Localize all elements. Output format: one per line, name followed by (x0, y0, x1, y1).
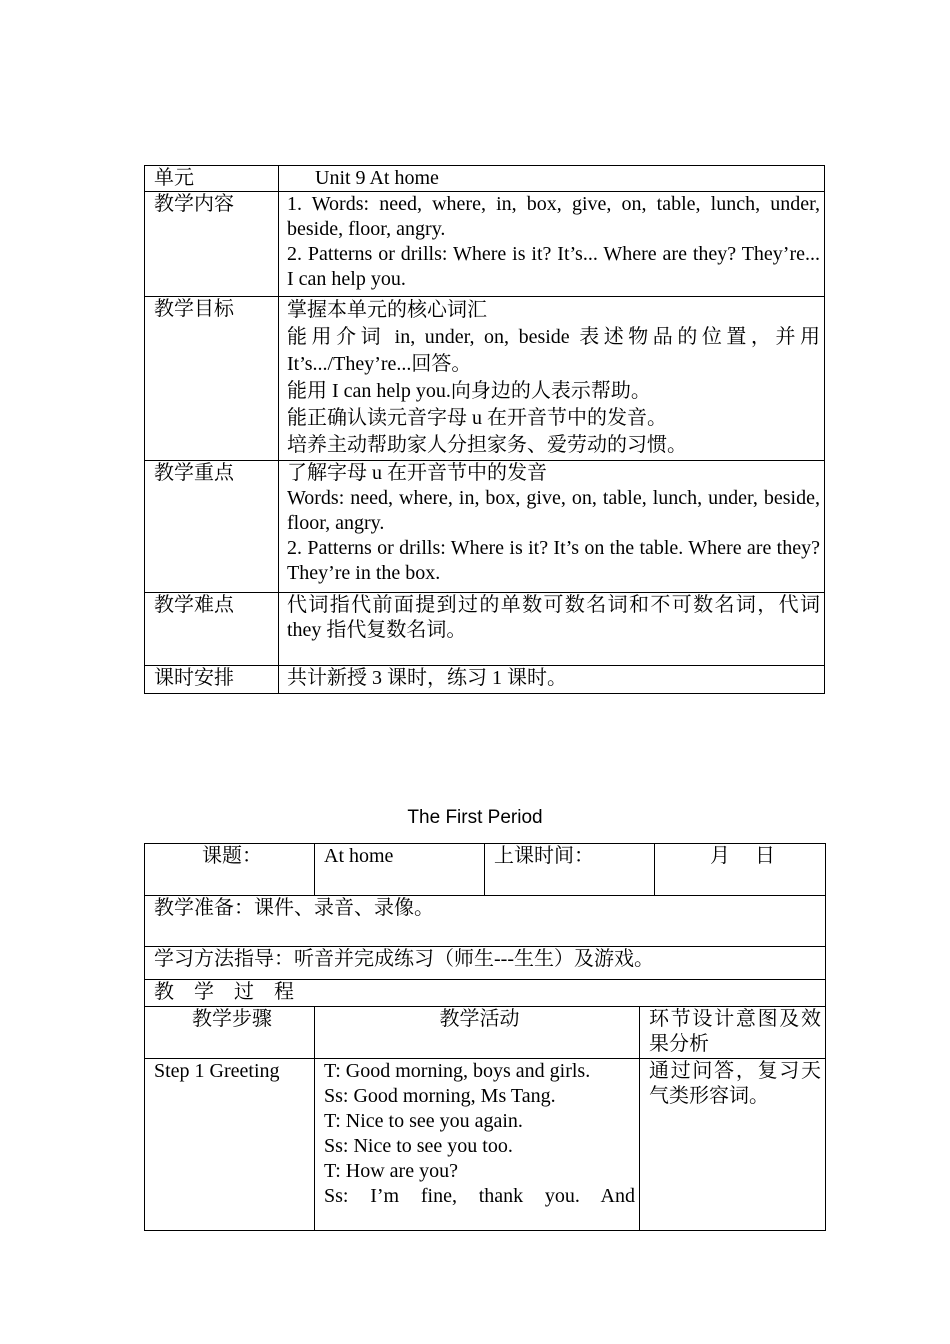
activity-line: Ss: Nice to see you too. (324, 1135, 513, 1157)
schedule-cell: 共计新授 3 课时，练习 1 课时。 (279, 666, 825, 694)
key-line: Words: need, where, in, box, give, on, table, lunch, under, beside, floor, angry. (287, 487, 820, 534)
steps-column-header: 教学步骤 (145, 1007, 315, 1059)
unit-value: Unit 9 At home (279, 166, 825, 192)
goals-label: 教学目标 (145, 297, 279, 461)
topic-label: 课题： (145, 844, 315, 896)
goal-line: 培养主动帮助家人分担家务、爱劳动的习惯。 (287, 434, 687, 456)
goals-cell (279, 297, 825, 461)
intent-column-header: 环节设计意图及效果分析 (640, 1007, 826, 1059)
schedule-label: 课时安排 (145, 666, 279, 694)
step-intent: 通过问答，复习天气类形容词。 (640, 1059, 826, 1231)
lesson-plan-table (144, 843, 826, 1231)
time-label: 上课时间： (485, 844, 655, 896)
step-activities (315, 1059, 640, 1231)
key-line: 2. Patterns or drills: Where is it? It’s on the table. Where are they? They’re in the box. (287, 537, 820, 584)
goal-line: 能正确认读元音字母 u 在开音节中的发音。 (287, 407, 667, 429)
key-line: 了解字母 u 在开音节中的发音 (287, 462, 547, 484)
date-value: 月 日 (655, 844, 826, 896)
step-name: Step 1 Greeting (145, 1059, 315, 1231)
key-points-cell (279, 461, 825, 593)
content-line: 1. Words: need, where, in, box, give, on, table, lunch, under, beside, floor, angry. (287, 193, 820, 240)
activity-line: Ss: I’m fine, thank you. And (324, 1185, 635, 1207)
goal-line: 能用 I can help you.向身边的人表示帮助。 (287, 380, 651, 402)
difficulty-cell: 代词指代前面提到过的单数可数名词和不可数名词，代词 they 指代复数名词。 (279, 593, 825, 666)
content-line: 2. Patterns or drills: Where is it? It’s... Where are they? They’re... I can help you. (287, 243, 820, 290)
process-header: 教学过程 (145, 980, 826, 1007)
goal-line: 掌握本单元的核心词汇 (287, 299, 487, 321)
content-cell (279, 192, 825, 297)
period-title: The First Period (407, 807, 543, 828)
key-points-label: 教学重点 (145, 461, 279, 593)
activity-line: Ss: Good morning, Ms Tang. (324, 1085, 556, 1107)
goal-line: 能用介词 in, under, on, beside 表述物品的位置，并用 It’s.../They’re...回答。 (287, 326, 820, 375)
activities-column-header: 教学活动 (315, 1007, 640, 1059)
unit-overview-table (144, 165, 825, 694)
unit-label: 单元 (145, 166, 279, 192)
activity-line: T: How are you? (324, 1160, 458, 1182)
activity-line: T: Nice to see you again. (324, 1110, 523, 1132)
method-row: 学习方法指导：听音并完成练习（师生---生生）及游戏。 (145, 947, 826, 980)
difficulty-label: 教学难点 (145, 593, 279, 666)
topic-value: At home (315, 844, 485, 896)
activity-line: T: Good morning, boys and girls. (324, 1060, 591, 1082)
content-label: 教学内容 (145, 192, 279, 297)
preparation-row: 教学准备：课件、录音、录像。 (145, 896, 826, 947)
